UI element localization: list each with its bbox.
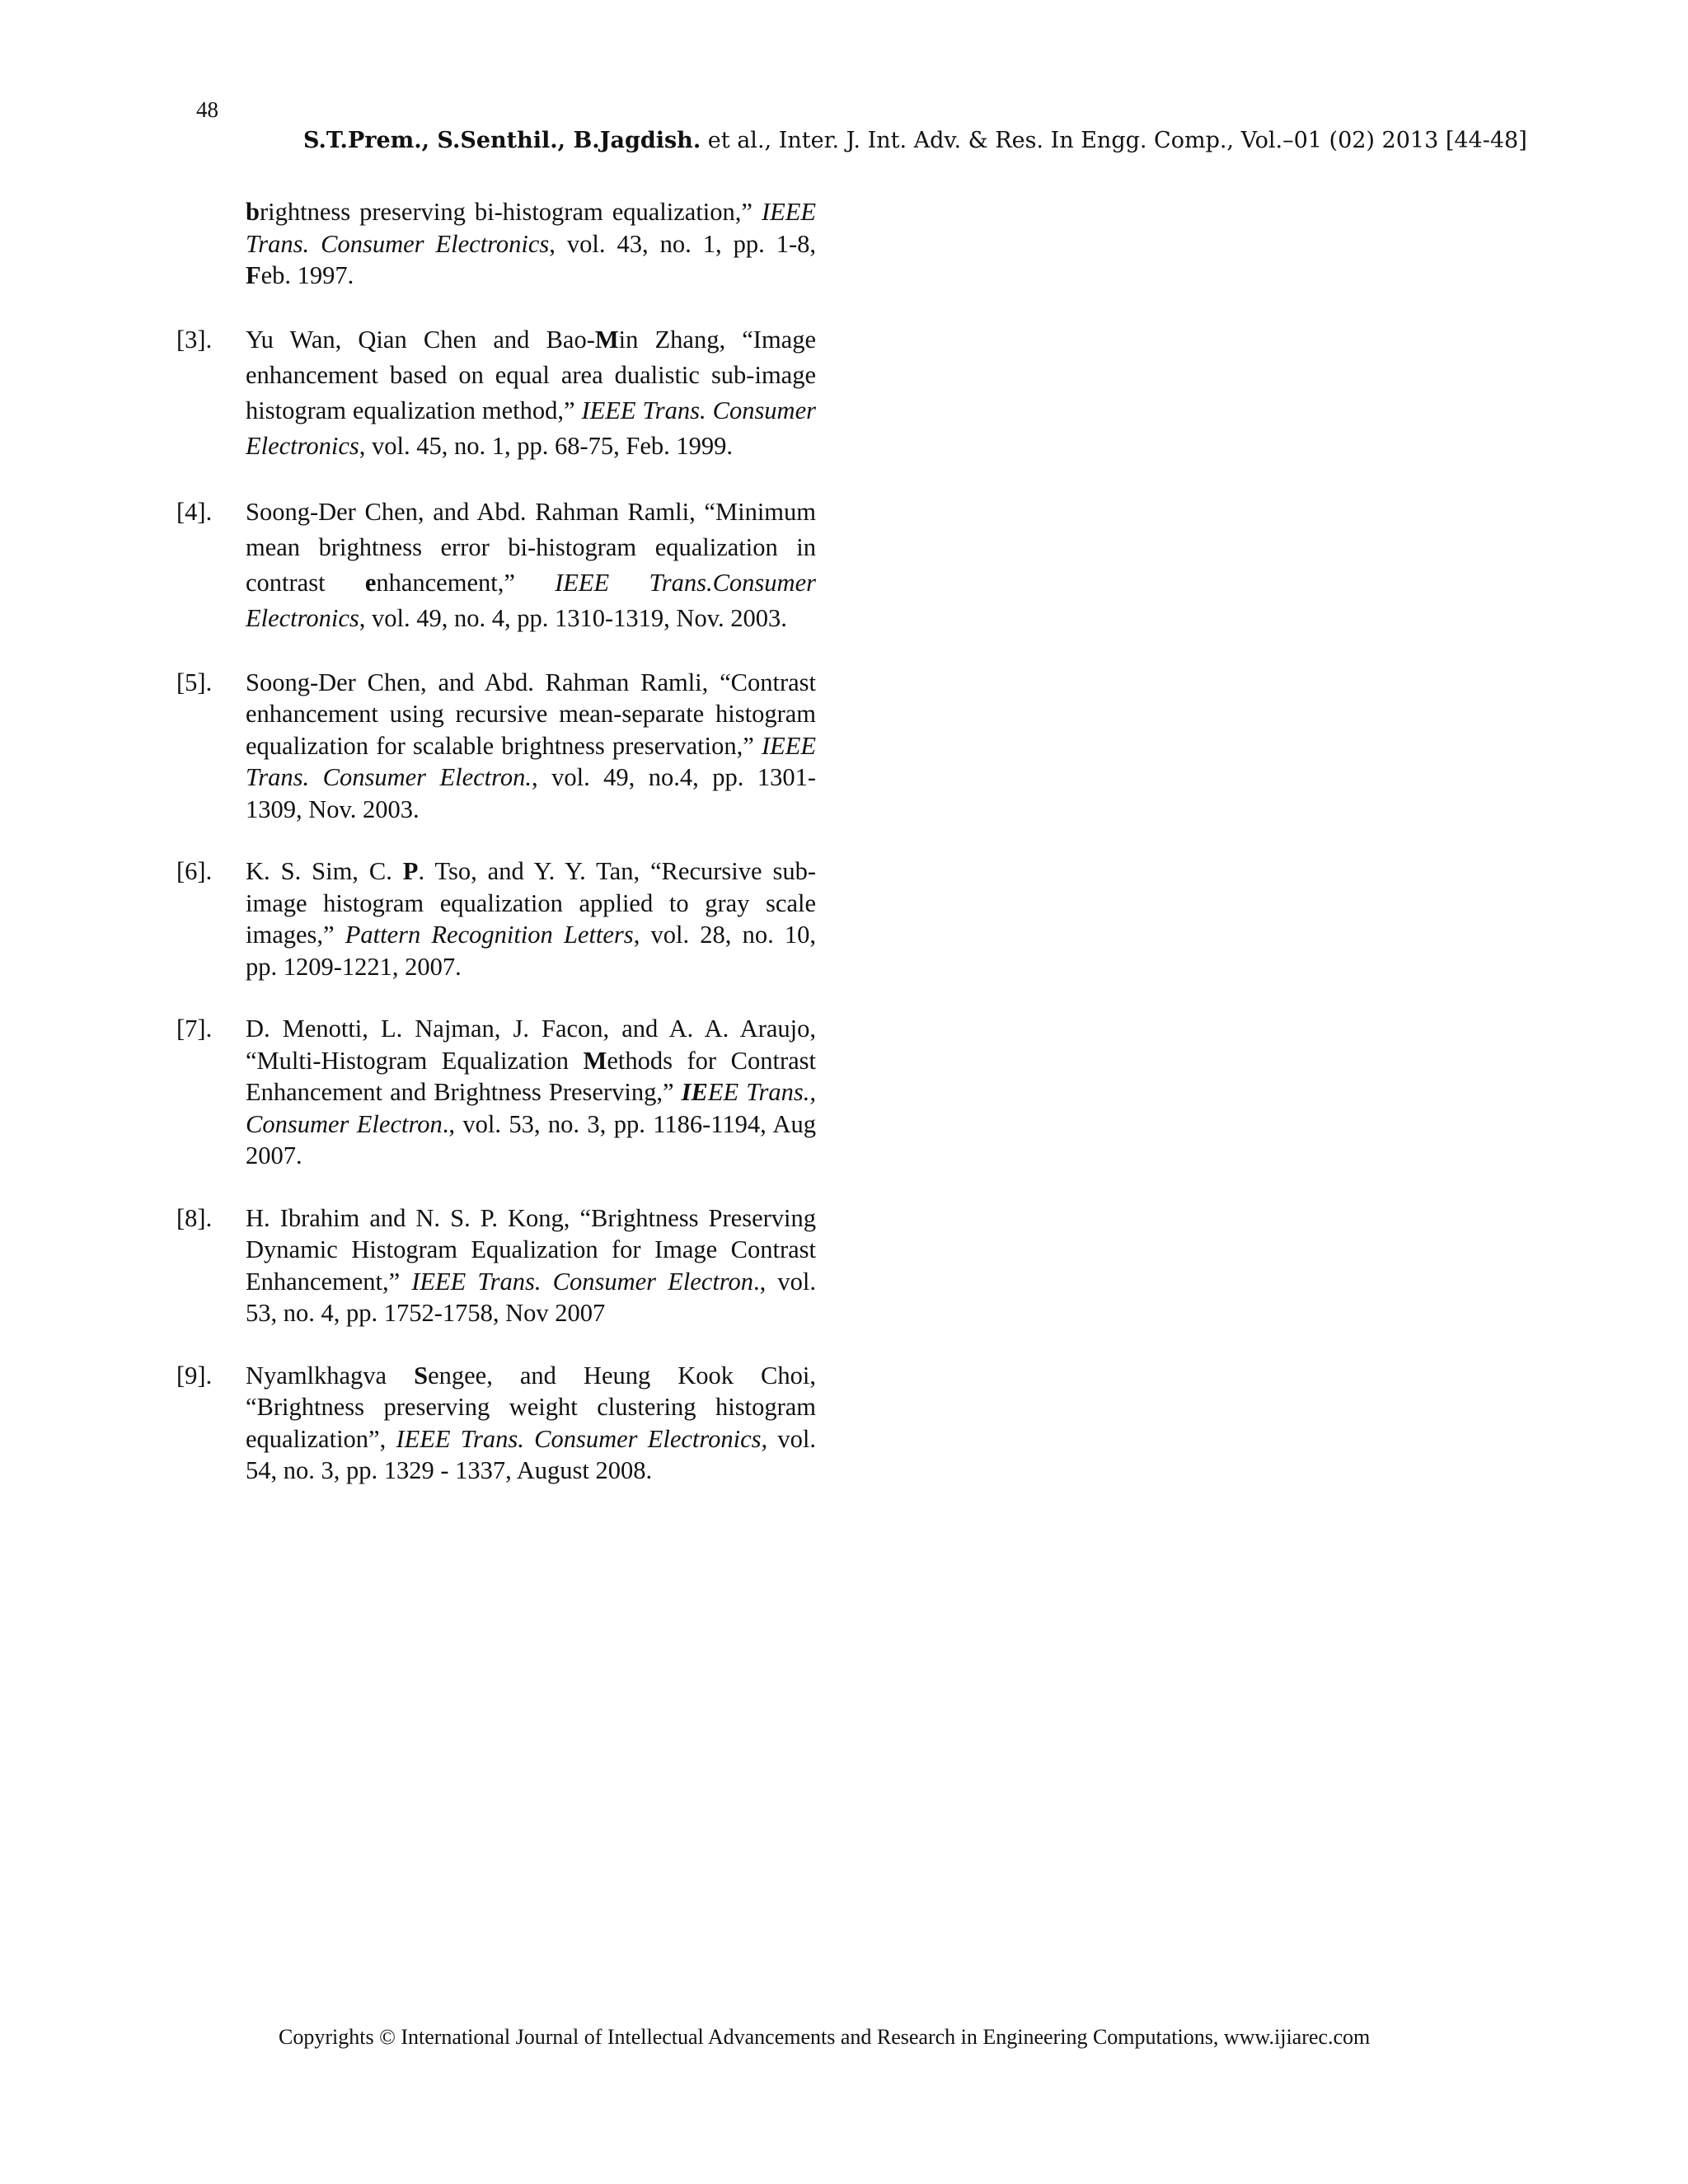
reference-list bbox=[173, 196, 816, 1517]
reference-text-run: IEEE Trans. Consumer Electronics bbox=[246, 396, 816, 460]
reference-item bbox=[173, 855, 816, 982]
reference-item bbox=[173, 1360, 816, 1487]
reference-text-run: P bbox=[402, 857, 419, 885]
reference-text-run: , vol. 43, no. 1, pp. 1-8, bbox=[549, 229, 816, 258]
reference-text bbox=[246, 857, 816, 981]
reference-text-run: . Tso, and Y. Y. Tan, “Recursive sub-image histogram equalization applied to gray scale images,” bbox=[246, 857, 816, 949]
reference-text-run: vol. 54, no. 3, pp. 1329 - 1337, August 2008. bbox=[246, 1424, 816, 1484]
reference-text-run: eb. 1997. bbox=[260, 261, 354, 289]
reference-text-run: nhancement,” bbox=[376, 568, 556, 597]
reference-item bbox=[173, 1202, 816, 1329]
reference-number: [9]. bbox=[176, 1361, 213, 1390]
reference-text-run: , vol. 49, no. 4, pp. 1310-1319, Nov. 2003. bbox=[359, 603, 787, 632]
reference-text-run: ethods for Contrast Enhancement and Brightness Preserving,” bbox=[246, 1046, 816, 1106]
reference-number: [7]. bbox=[176, 1015, 213, 1043]
reference-text-run: IEEE Trans. Consumer Electron bbox=[411, 1267, 754, 1296]
reference-number: [6]. bbox=[176, 857, 213, 885]
reference-item bbox=[173, 196, 816, 292]
reference-text bbox=[246, 198, 816, 289]
reference-text bbox=[246, 326, 816, 460]
reference-text-run: Yu Wan, Qian Chen and Bao- bbox=[246, 325, 595, 354]
reference-text bbox=[246, 1361, 816, 1485]
reference-text-run: D. Menotti, L. Najman, J. Facon, and A. A. Araujo, “Multi-Histogram Equalization bbox=[246, 1015, 816, 1075]
reference-text-run: Pattern Recognition Letters bbox=[345, 921, 634, 949]
reference-text-run: IEEE Trans. Consumer Electronics bbox=[246, 198, 816, 258]
reference-text-run: Soong-Der Chen, and Abd. Rahman Ramli, “Minimum mean brightness error bi-histogram equalization in contrast bbox=[246, 497, 816, 597]
page-number: 48 bbox=[196, 97, 218, 122]
reference-item bbox=[173, 667, 816, 826]
reference-text-run: in Zhang, “Image enhancement based on equal area dualistic sub-image histogram equalization method,” bbox=[246, 325, 816, 424]
reference-text-run: ., vol. 53, no. 4, pp. 1752-1758, Nov 2007 bbox=[246, 1267, 816, 1327]
reference-item bbox=[173, 494, 816, 636]
reference-number: [3]. bbox=[176, 325, 213, 354]
reference-text-run: b bbox=[246, 198, 260, 226]
reference-text-run: Nyamlkhagva bbox=[246, 1361, 415, 1390]
reference-text-run: EE Trans., Consumer Electron bbox=[246, 1078, 816, 1138]
running-header bbox=[303, 128, 1527, 153]
reference-text-run: IE bbox=[681, 1078, 708, 1106]
reference-item bbox=[173, 322, 816, 464]
reference-number: [5]. bbox=[176, 668, 213, 696]
reference-text-run: S bbox=[414, 1361, 429, 1390]
header-authors: S.T.Prem., S.Senthil., B.Jagdish. bbox=[303, 128, 701, 153]
reference-item bbox=[173, 1013, 816, 1172]
reference-number: [4]. bbox=[176, 497, 213, 526]
header-journal: et al., Inter. J. Int. Adv. & Res. In Engg. Comp., Vol.–01 (02) 2013 [44-48] bbox=[701, 128, 1527, 153]
reference-text-run: F bbox=[246, 261, 261, 289]
reference-text bbox=[246, 668, 816, 823]
reference-text-run: Soong-Der Chen, and Abd. Rahman Ramli, “Contrast enhancement using recursive mean-separate histogram equalization for scalable brightness preservation,” bbox=[246, 668, 816, 760]
reference-text bbox=[246, 498, 816, 632]
reference-text-run: IEEE Trans. Consumer Electronics, bbox=[396, 1424, 768, 1453]
reference-text-run: e bbox=[364, 568, 377, 597]
reference-text-run: ., vol. 53, no. 3, pp. 1186-1194, Aug 2007. bbox=[246, 1109, 816, 1169]
reference-text-run: H. Ibrahim and N. S. P. Kong, “Brightness Preserving Dynamic Histogram Equalization for Image Contrast Enhancement,” bbox=[246, 1203, 816, 1296]
reference-text-run: , vol. 28, no. 10, pp. 1209-1221, 2007. bbox=[246, 921, 816, 981]
reference-text-run: M bbox=[583, 1046, 607, 1075]
reference-text-run: M bbox=[594, 325, 619, 354]
reference-text bbox=[246, 1204, 816, 1328]
reference-text-run: IEEE Trans.Consumer Electronics bbox=[246, 568, 816, 632]
reference-text-run: , vol. 49, no.4, pp. 1301-1309, Nov. 2003. bbox=[246, 763, 816, 823]
reference-text-run: IEEE Trans. Consumer Electron. bbox=[246, 731, 816, 791]
reference-text bbox=[246, 1015, 816, 1169]
reference-text-run: K. S. Sim, C. bbox=[246, 857, 403, 885]
copyright-footer: Copyrights © International Journal of Intellectual Advancements and Research in Engineering Computations, www.ijiarec.com bbox=[279, 2025, 1371, 2049]
reference-text-run: engee, and Heung Kook Choi, “Brightness preserving weight clustering histogram equalization”, bbox=[246, 1361, 816, 1453]
reference-text-run: , vol. 45, no. 1, pp. 68-75, Feb. 1999. bbox=[359, 431, 734, 460]
reference-text-run: rightness preserving bi-histogram equalization,” bbox=[259, 198, 762, 226]
reference-number: [8]. bbox=[176, 1203, 213, 1232]
